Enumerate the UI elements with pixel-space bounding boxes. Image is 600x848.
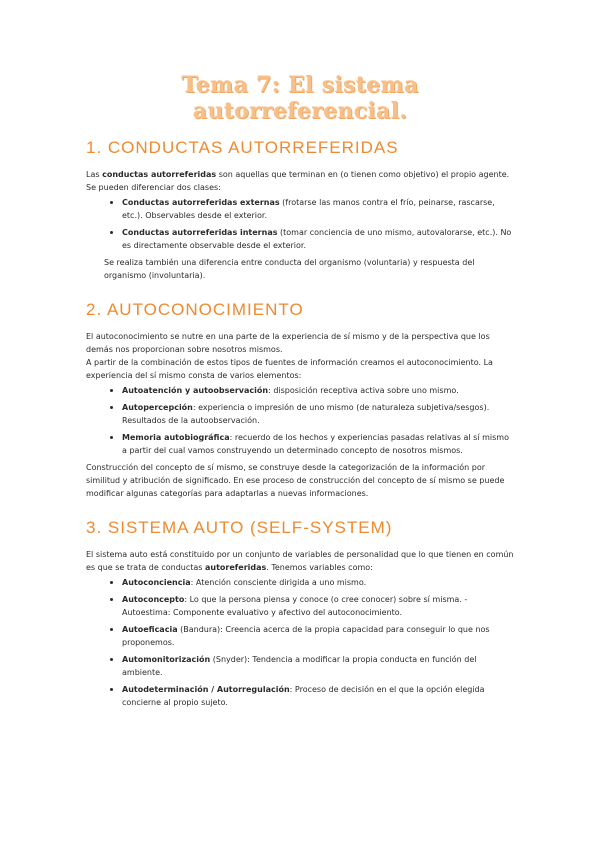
page-title: Tema 7: El sistema autorreferencial. xyxy=(181,72,419,124)
list-item xyxy=(122,653,514,679)
list-item xyxy=(122,683,514,709)
item-text: : disposición receptiva activa sobre uno mismo. xyxy=(268,386,459,395)
item-text: : Atención consciente dirigida a uno mismo. xyxy=(190,578,367,587)
list-item xyxy=(122,431,514,457)
paragraph: El autoconocimiento se nutre en una parte de la experiencia de sí mismo y de la perspectiva que los demás nos proporcionan sobre nosotros mismos. xyxy=(86,332,490,354)
item-text: (Snyder): Tendencia a modificar la propia conducta en función del ambiente. xyxy=(122,655,477,677)
text-span: El sistema auto está constituido por un conjunto de variables de personalidad que lo que tienen en común es que se trata de conductas xyxy=(86,550,514,572)
list-item xyxy=(122,576,514,589)
bold-term: Conductas autorreferidas internas xyxy=(122,228,278,237)
list-item xyxy=(122,226,514,252)
bullet-list xyxy=(86,576,514,709)
section-sistema-auto xyxy=(86,518,514,709)
bullet-list xyxy=(86,196,514,252)
paragraph: Construcción del concepto de sí mismo, se construye desde la categorización de la información por similitud y atribución de significado. En ese proceso de construcción del concepto de sí mismo se puede modificar algunas categorías para adaptarlas a nuevas informaciones. xyxy=(86,463,505,498)
item-text: : experiencia o impresión de uno mismo (de naturaleza subjetiva/sesgos). Resultados de la autoobservación. xyxy=(122,403,490,425)
item-text: (Bandura): Creencia acerca de la propia capacidad para conseguir lo que nos proponemos. xyxy=(122,625,490,647)
list-item xyxy=(122,384,514,397)
list-item xyxy=(122,401,514,427)
section-heading: 1. CONDUCTAS AUTORREFERIDAS xyxy=(86,138,399,157)
item-text: : Proceso de decisión en el que la opción elegida concierne al propio sujeto. xyxy=(122,685,485,707)
section-heading: 2. AUTOCONOCIMIENTO xyxy=(86,300,304,319)
bold-term: Automonitorización xyxy=(122,655,211,664)
bold-term: conductas autorreferidas xyxy=(102,170,217,179)
bullet-list xyxy=(86,384,514,457)
text-span: son aquellas que terminan en (o tienen como objetivo) el propio agente. Se pueden diferenciar dos clases: xyxy=(86,170,510,192)
bold-term: Autoconcepto xyxy=(122,595,185,604)
list-item xyxy=(122,593,514,619)
item-text: (tomar conciencia de uno mismo, autovalorarse, etc.). No es directamente observable desde el exterior. xyxy=(122,228,512,250)
paragraph: A partir de la combinación de estos tipos de fuentes de información creamos el autoconocimiento. La experiencia del sí mismo consta de varios elementos: xyxy=(86,358,493,380)
bold-term: Autopercepción xyxy=(122,403,193,412)
bold-term: Conductas autorreferidas externas xyxy=(122,198,280,207)
section-autoconocimiento xyxy=(86,300,514,500)
paragraph xyxy=(86,548,514,574)
list-item xyxy=(122,623,514,649)
text-span: . Tenemos variables como: xyxy=(266,563,373,572)
bold-term: Memoria autobiográfica xyxy=(122,433,230,442)
bold-term: Autodeterminación / Autorregulación xyxy=(122,685,290,694)
text-span: Las xyxy=(86,170,103,179)
bold-term: Autoeficacia xyxy=(122,625,178,634)
bold-term: Autoconciencia xyxy=(122,578,191,587)
paragraph: Se realiza también una diferencia entre conducta del organismo (voluntaria) y respuesta del organismo (involuntaria). xyxy=(104,258,475,280)
bold-term: autoreferidas xyxy=(205,563,267,572)
section-heading: 3. SISTEMA AUTO (SELF-SYSTEM) xyxy=(86,518,393,537)
item-text: : recuerdo de los hechos y experiencias pasadas relativas al sí mismo a partir del cual vamos construyendo un determinado concepto de nosotros mismos. xyxy=(122,433,509,455)
paragraph xyxy=(86,168,514,194)
section-conductas xyxy=(86,138,514,282)
item-text: : Lo que la persona piensa y conoce (o cree conocer) sobre sí misma. - Autoestima: Componente evaluativo y afectivo del autoconocimiento. xyxy=(122,595,468,617)
bold-term: Autoatención y autoobservación xyxy=(122,386,269,395)
list-item xyxy=(122,196,514,222)
item-text: (frotarse las manos contra el frío, peinarse, rascarse, etc.). Observables desde el exterior. xyxy=(122,198,495,220)
